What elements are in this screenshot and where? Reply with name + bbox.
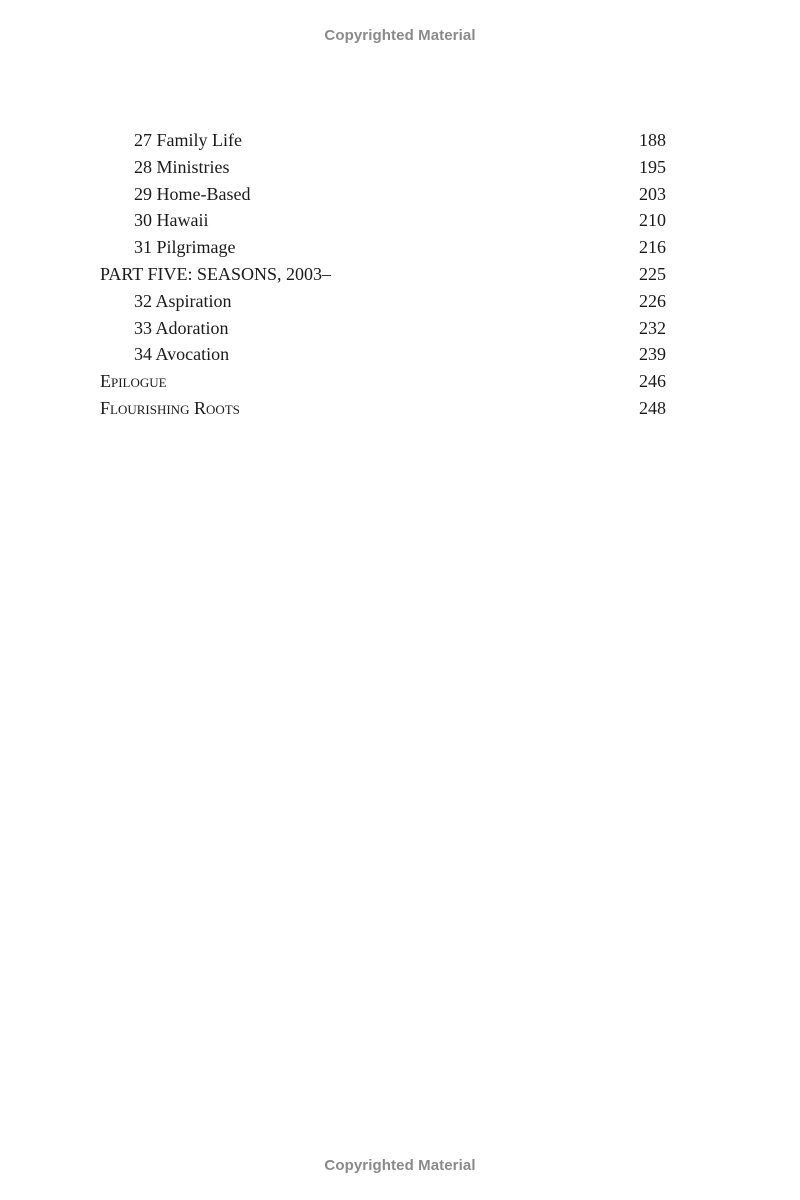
toc-entry-page: 203	[639, 183, 666, 204]
toc-entry-part-five	[100, 261, 666, 288]
copyright-watermark-bottom: Copyrighted Material	[324, 1157, 476, 1174]
toc-entry-page: 210	[639, 210, 666, 231]
toc-entry-title: 32 Aspiration	[134, 290, 232, 311]
toc-entry-title: 29 Home-Based	[134, 183, 251, 204]
toc-entry-chapter-34	[100, 341, 666, 368]
toc-entry-title: 30 Hawaii	[134, 210, 209, 231]
table-of-contents	[100, 127, 666, 422]
toc-entry-page: 188	[639, 130, 666, 150]
toc-entry-page: 246	[639, 371, 666, 392]
toc-entry-page: 225	[639, 263, 666, 284]
toc-entry-title: Epilogue	[100, 371, 167, 392]
toc-entry-page: 248	[639, 397, 666, 418]
toc-entry-chapter-33	[100, 315, 666, 342]
toc-entry-title: 34 Avocation	[134, 344, 230, 365]
toc-entry-page: 226	[639, 290, 666, 311]
toc-entry-title: 33 Adoration	[134, 317, 229, 338]
toc-entry-chapter-31	[100, 234, 666, 261]
toc-entry-page: 195	[639, 156, 666, 177]
toc-entry-title: Flourishing Roots	[100, 397, 240, 418]
copyright-watermark-top: Copyrighted Material	[324, 27, 476, 44]
toc-entry-title: 27 Family Life	[134, 130, 242, 150]
toc-entry-chapter-27	[100, 127, 666, 154]
toc-entry-page: 232	[639, 317, 666, 338]
toc-entry-chapter-28	[100, 154, 666, 181]
toc-entry-page: 216	[639, 237, 666, 258]
toc-entry-title: 28 Ministries	[134, 156, 230, 177]
toc-entry-chapter-29	[100, 181, 666, 208]
toc-entry-page: 239	[639, 344, 666, 365]
toc-entry-epilogue	[100, 368, 666, 395]
toc-entry-title: 31 Pilgrimage	[134, 237, 236, 258]
toc-part-title: PART FIVE: SEASONS, 2003–	[100, 263, 331, 284]
toc-entry-chapter-30	[100, 207, 666, 234]
toc-entry-chapter-32	[100, 288, 666, 315]
toc-entry-flourishing-roots	[100, 395, 666, 422]
